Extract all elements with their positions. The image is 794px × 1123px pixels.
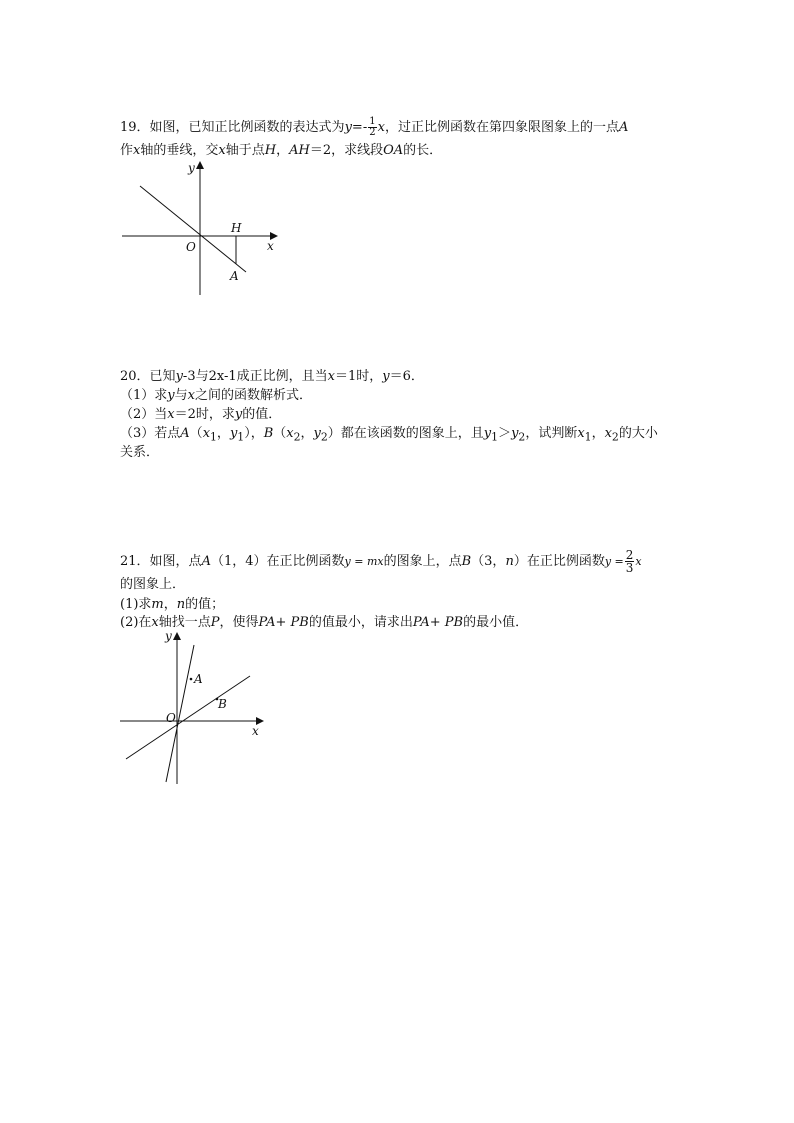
text: 作 (120, 143, 134, 158)
var: m (151, 597, 164, 612)
text: 2x-1 (208, 369, 237, 384)
text: 成正比例，且当 (236, 369, 328, 384)
var: PA+ PB (412, 615, 464, 630)
var: A (201, 554, 211, 569)
var: y (483, 426, 492, 441)
q21-sub-1 (120, 596, 224, 614)
var: y (344, 120, 352, 135)
frac-num: 2 (625, 548, 634, 562)
text: （ (189, 426, 203, 441)
var: y (175, 369, 183, 384)
text: ） (513, 554, 527, 569)
text: ＝6． (389, 369, 424, 384)
q20-sub-3 (120, 425, 658, 447)
point-b-label: B (218, 697, 227, 711)
text: （1，4） (210, 554, 267, 569)
var: x (167, 407, 175, 422)
var: n (505, 554, 514, 569)
var: y (313, 426, 321, 441)
text: （3， (471, 554, 506, 569)
text: （ (273, 426, 287, 441)
text: ＝2，求线段 (309, 143, 384, 158)
q20-sub-1 (120, 387, 312, 405)
var: x (635, 555, 642, 568)
var: y (229, 426, 238, 441)
origin-label: O (186, 240, 196, 254)
var: x (218, 143, 226, 158)
text: ， (276, 143, 290, 158)
var: A (618, 120, 629, 135)
line-y-two-thirds-x (126, 676, 250, 759)
text: =- (351, 120, 368, 135)
q20-sub-2 (120, 406, 281, 424)
text: 与 (174, 388, 188, 403)
subscript: 1 (491, 430, 499, 444)
question-number: 20． (120, 369, 150, 384)
var: P (210, 615, 220, 630)
text: 如图，已知正比例函数的表达式为 (149, 120, 345, 135)
var: H (264, 143, 277, 158)
text: ＝1时， (335, 369, 383, 384)
var: B (461, 554, 472, 569)
point-a (190, 678, 193, 681)
text: 的图象上，点 (383, 554, 462, 569)
subscript: 1 (210, 430, 217, 444)
origin-label: O (166, 711, 176, 725)
text: ， (163, 597, 177, 612)
text: 的最小值． (463, 615, 529, 630)
var: n (176, 597, 186, 612)
subscript: 2 (518, 430, 526, 444)
text: （2）当 (120, 407, 168, 422)
text: ， (216, 426, 230, 441)
var: y = mx (344, 555, 384, 568)
fraction (368, 117, 376, 138)
frac-num: 1 (369, 116, 376, 127)
var: x (286, 426, 294, 441)
subscript: 1 (237, 430, 245, 444)
point-a-label: A (194, 672, 203, 686)
text: ， (591, 426, 605, 441)
var: B (263, 426, 274, 441)
var: y = (604, 555, 624, 568)
text: ＝2时，求 (174, 407, 235, 422)
subscript: 2 (320, 430, 328, 444)
frac-den: 2 (369, 127, 376, 138)
text: 的值最小，请求出 (308, 615, 413, 630)
text: ，过正比例函数在第四象限图象上的一点 (384, 120, 619, 135)
var: x (151, 615, 159, 630)
var: AH (289, 143, 310, 158)
fraction (625, 549, 635, 574)
point-a-label: A (230, 269, 239, 283)
q21-figure (115, 628, 275, 788)
q19-figure (115, 158, 285, 298)
var: y (511, 426, 519, 441)
text: 之间的函数解析式． (195, 388, 313, 403)
text: -3与 (182, 369, 209, 384)
text: 的大小 (618, 426, 658, 441)
var: y (167, 388, 175, 403)
text: 已知 (149, 369, 176, 384)
q21-line-1 (120, 549, 642, 574)
text: ）， (244, 426, 264, 441)
text: 的值； (185, 597, 225, 612)
text: ）都在该函数的图象上，且 (327, 426, 484, 441)
subscript: 2 (611, 430, 619, 444)
point-h-label: H (231, 221, 242, 235)
text: ， (300, 426, 314, 441)
question-number: 21． (120, 554, 150, 569)
q20-line-1 (120, 368, 424, 386)
text: 在正比例函数 (526, 554, 605, 569)
var: x (187, 388, 195, 403)
text: 的图象上． (120, 577, 186, 592)
var: PA+ PB (258, 615, 309, 630)
text: （3）若点 (120, 426, 181, 441)
x-axis-label: x (252, 724, 259, 738)
var: x (133, 143, 141, 158)
var: x (577, 426, 585, 441)
text: 如图，点 (149, 554, 202, 569)
q20-sub-3-cont (120, 444, 159, 462)
text: 轴的垂线，交 (140, 143, 219, 158)
var: x (202, 426, 211, 441)
text: 的长． (403, 143, 443, 158)
text: (1)求 (120, 597, 152, 612)
q19-line-1 (120, 117, 628, 138)
question-number: 19． (120, 120, 150, 135)
y-axis-label: y (165, 629, 172, 643)
var: OA (383, 143, 404, 158)
text: 在正比例函数 (266, 554, 345, 569)
text: ，使得 (219, 615, 259, 630)
text: 的值． (242, 407, 282, 422)
var: y (382, 369, 390, 384)
text: 轴找一点 (158, 615, 211, 630)
var: x (604, 426, 612, 441)
text: （1）求 (120, 388, 168, 403)
text: (2)在 (120, 615, 152, 630)
var: x (327, 369, 335, 384)
text: 关系． (120, 445, 160, 460)
y-axis-label: y (188, 161, 195, 175)
x-axis-label: x (267, 239, 274, 253)
text: 轴于点 (225, 143, 265, 158)
subscript: 1 (584, 430, 592, 444)
var: A (180, 426, 190, 441)
var: y (234, 407, 243, 422)
text: ＞ (498, 426, 512, 441)
subscript: 2 (293, 430, 301, 444)
text: ，试判断 (525, 426, 578, 441)
var: x (377, 120, 385, 135)
q21-line-2 (120, 576, 185, 594)
frac-den: 3 (625, 561, 634, 575)
